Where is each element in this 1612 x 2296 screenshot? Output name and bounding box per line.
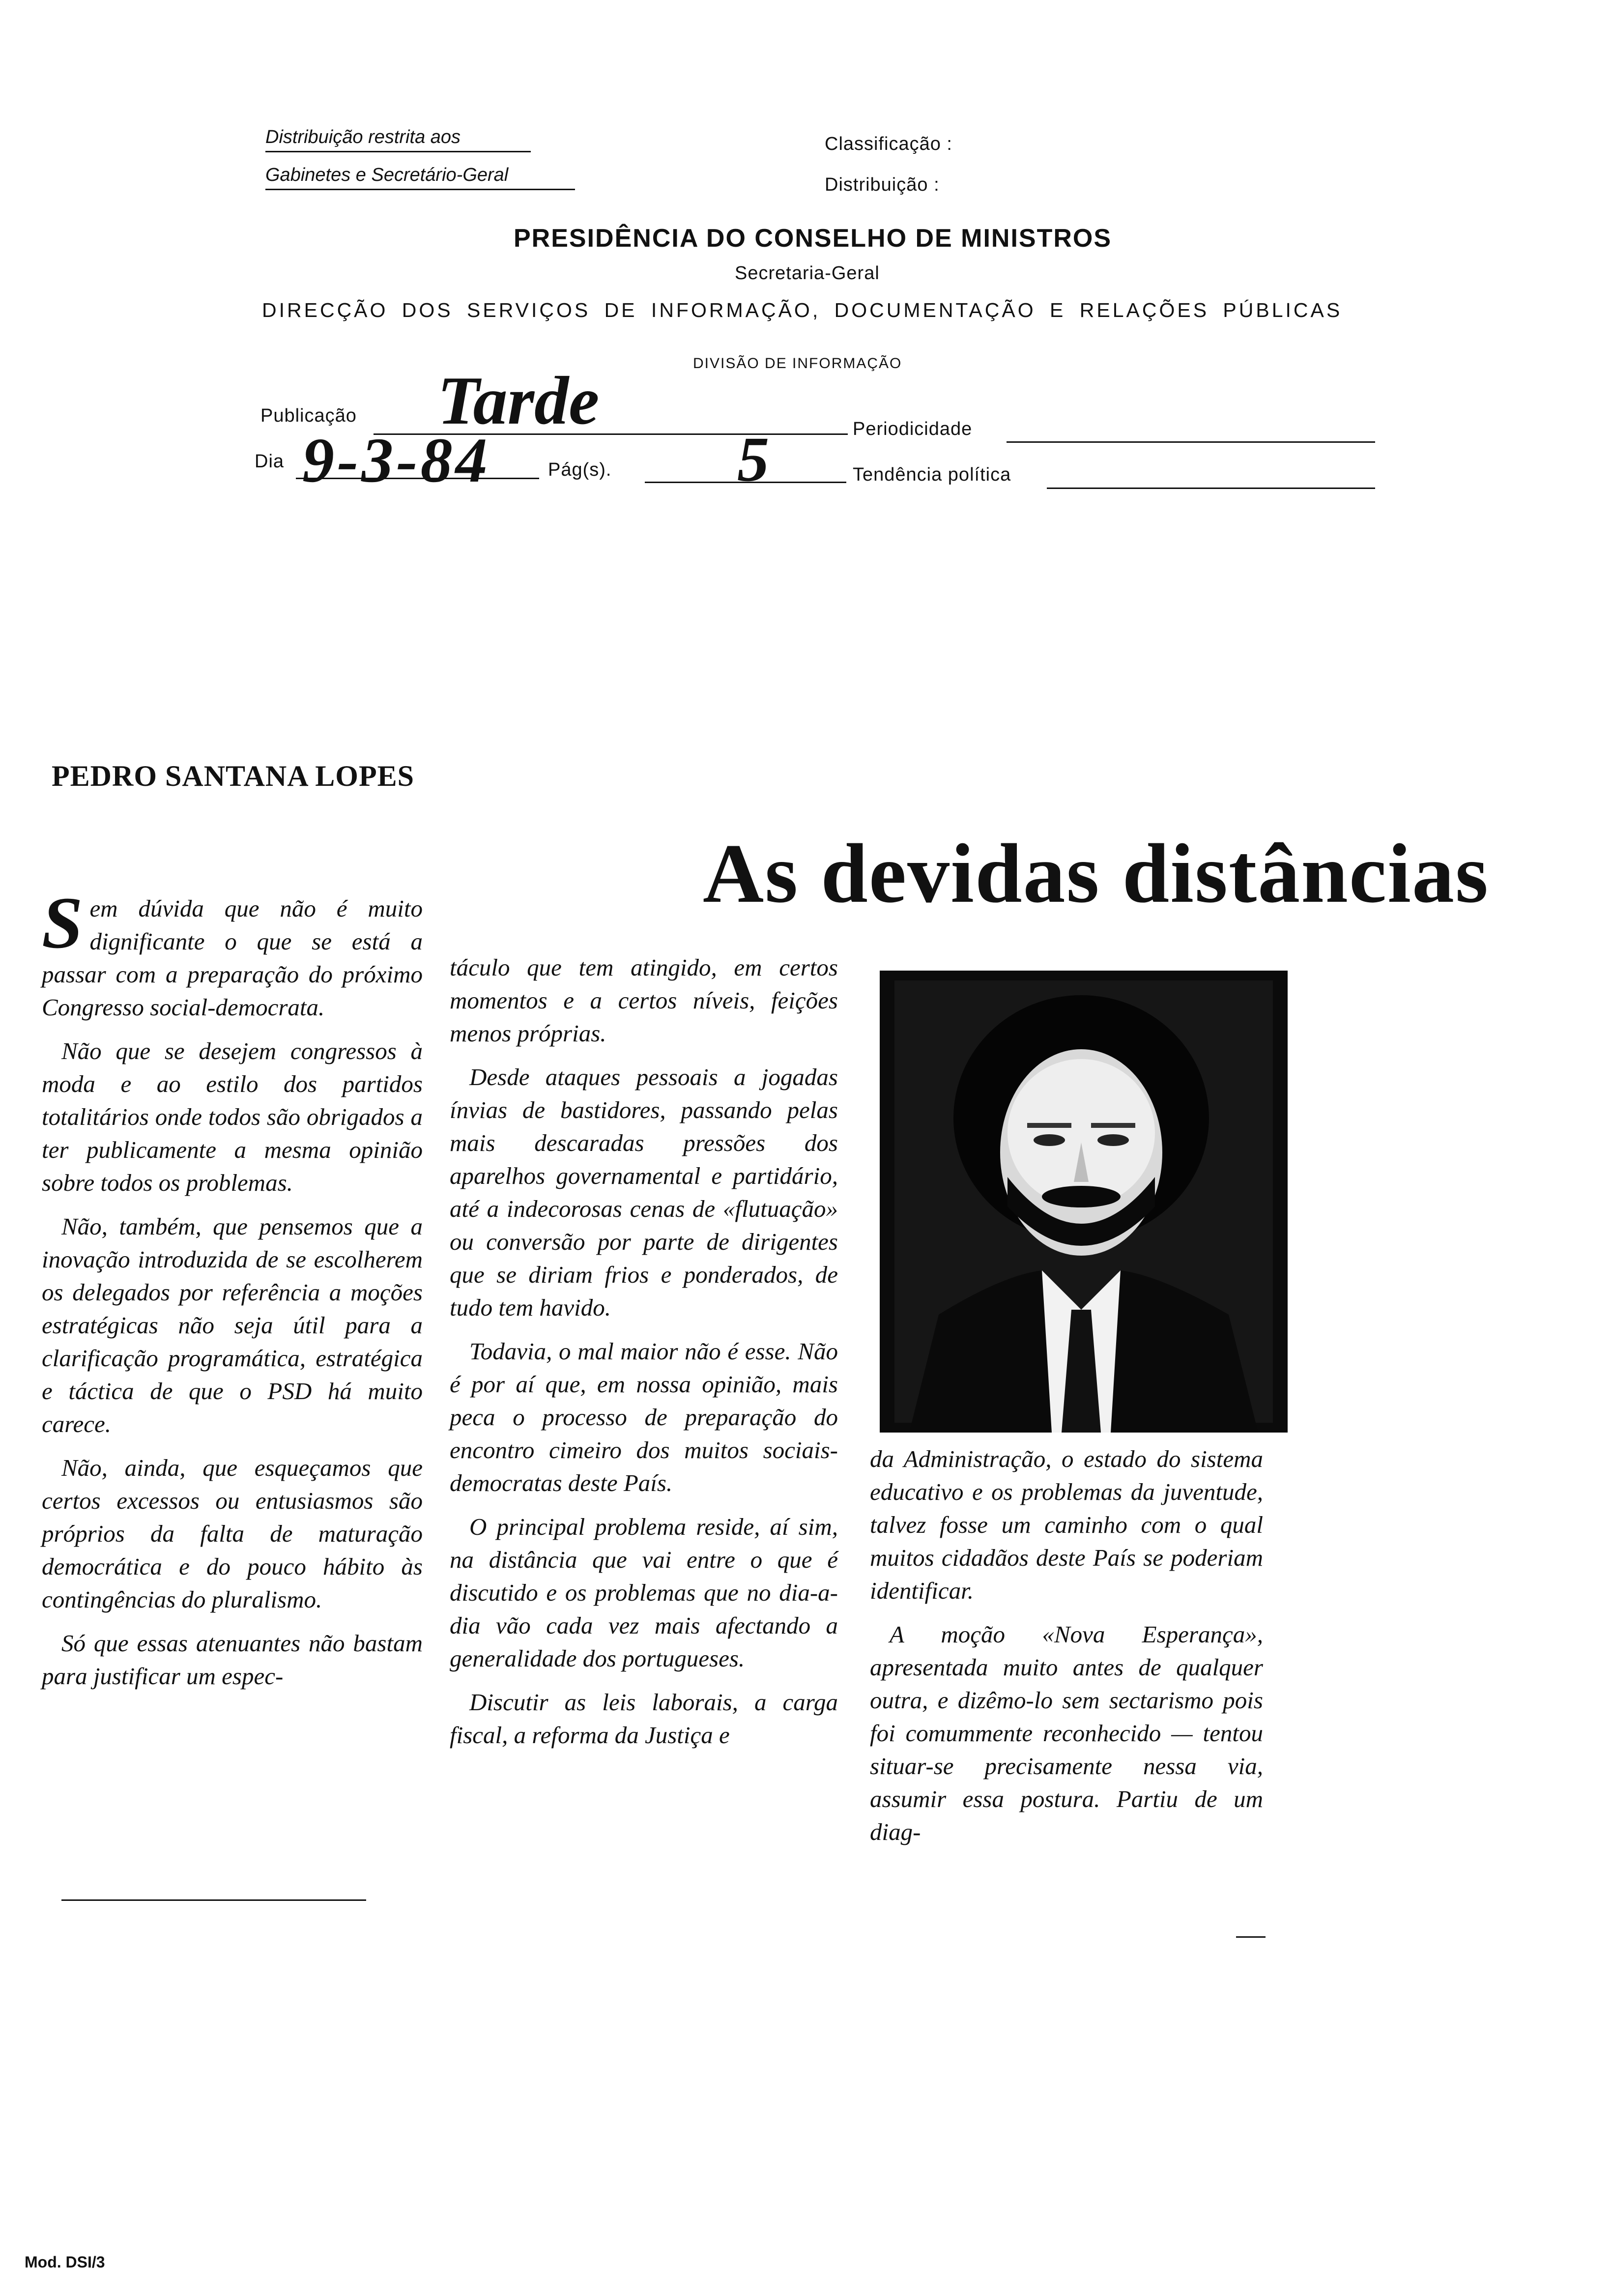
column-1-paragraph: Não, ainda, que esqueçamos que certos excessos ou entusiasmos são próprios da falta de maturação democrática e do pouco hábito às contingências do pluralismo.: [42, 1454, 423, 1613]
article-column-1: [42, 882, 423, 1703]
periodicity-label: Periodicidade: [853, 419, 973, 439]
column-3-paragraph: da Administração, o estado do sistema educativo e os problemas da juventude, talvez fosse um caminho com o qual muitos cidadãos deste País se poderiam identificar.: [870, 1445, 1263, 1604]
column-2-paragraph: O principal problema reside, aí sim, na distância que vai entre o que é discutido e os problemas que no dia-a-dia vão cada vez mais afectando a generalidade dos portugueses.: [450, 1513, 838, 1672]
article-byline: PEDRO SANTANA LOPES: [52, 760, 415, 792]
division-label: DIVISÃO DE INFORMAÇÃO: [693, 355, 902, 372]
column-1-paragraph: [42, 882, 423, 1024]
distribution-restricted-line2: Gabinetes e Secretário-Geral: [265, 165, 575, 190]
author-photo: [880, 971, 1288, 1433]
column-1-paragraph: Não, também, que pensemos que a inovação introduzida de se escolherem os delegados por referência a moções estratégicas não seja útil para a clarificação programática, estratégica e táctica de que o PSD há muito carece.: [42, 1213, 423, 1437]
article-column-3: [870, 1442, 1263, 1859]
column-1-paragraph: Não que se desejem congressos à moda e ao estilo dos partidos totalitários onde todos são obrigados a ter publicamente a mesma opinião sobre todos os problemas.: [42, 1037, 423, 1196]
article-column-2: [450, 951, 838, 1762]
column-1-end-rule: [61, 1899, 366, 1901]
publication-handwritten-value: Tarde: [437, 363, 600, 439]
distribution-restricted-line1: Distribuição restrita aos: [265, 127, 531, 152]
classification-label: Classificação :: [825, 134, 952, 154]
column-2-paragraph: Todavia, o mal maior não é esse. Não é por aí que, em nossa opinião, mais peca o processo de preparação do encontro cimeiro dos muitos sociais-democratas deste País.: [450, 1338, 838, 1496]
pages-label: Pág(s).: [548, 459, 612, 480]
author-portrait-image: [880, 971, 1288, 1433]
directorate-label: DIRECÇÃO DOS SERVIÇOS DE INFORMAÇÃO, DOCUMENTAÇÃO E RELAÇÕES PÚBLICAS: [262, 299, 1343, 321]
column-2-paragraph: Desde ataques pessoais a jogadas ínvias de bastidores, passando pelas mais descaradas pressões dos aparelhos governamental e partidário, até a indecorosas cenas de «flutuação» ou conversão por parte de dirigentes que se diriam frios e ponderados, de tudo tem havido.: [450, 1063, 838, 1321]
secretariat-label: Secretaria-Geral: [735, 263, 880, 284]
column-2-paragraph: Discutir as leis laborais, a carga fiscal, a reforma da Justiça e: [450, 1689, 838, 1749]
column-1-paragraph-text: em dúvida que não é muito dignificante o que se está a passar com a preparação do próximo Congresso social-democrata.: [42, 895, 423, 1021]
distribution-label: Distribuição :: [825, 174, 940, 195]
tendency-label: Tendência política: [853, 464, 1011, 485]
publication-label: Publicação: [260, 405, 357, 426]
tendency-underline: [1047, 488, 1375, 489]
office-title: PRESIDÊNCIA DO CONSELHO DE MINISTROS: [514, 224, 1112, 253]
drop-cap: S: [42, 882, 83, 964]
column-3-end-rule: [1236, 1936, 1266, 1938]
article-headline: As devidas distâncias: [703, 827, 1489, 920]
day-label: Dia: [255, 451, 285, 472]
periodicity-underline: [1007, 441, 1375, 443]
pages-handwritten-value: 5: [737, 424, 769, 495]
column-1-paragraph: Só que essas atenuantes não bastam para justificar um espec-: [42, 1630, 423, 1690]
day-handwritten-value: 9-3-84: [302, 425, 490, 496]
column-2-paragraph: táculo que tem atingido, em certos momentos e a certos níveis, feições menos próprias.: [450, 954, 838, 1047]
form-code: Mod. DSI/3: [25, 2253, 105, 2271]
column-3-paragraph: A moção «Nova Esperança», apresentada muito antes de qualquer outra, e dizêmo-lo sem sectarismo pois foi comummente reconhecido — tentou situar-se precisamente nessa via, assumir essa postura. Partiu de um diag-: [870, 1621, 1263, 1845]
